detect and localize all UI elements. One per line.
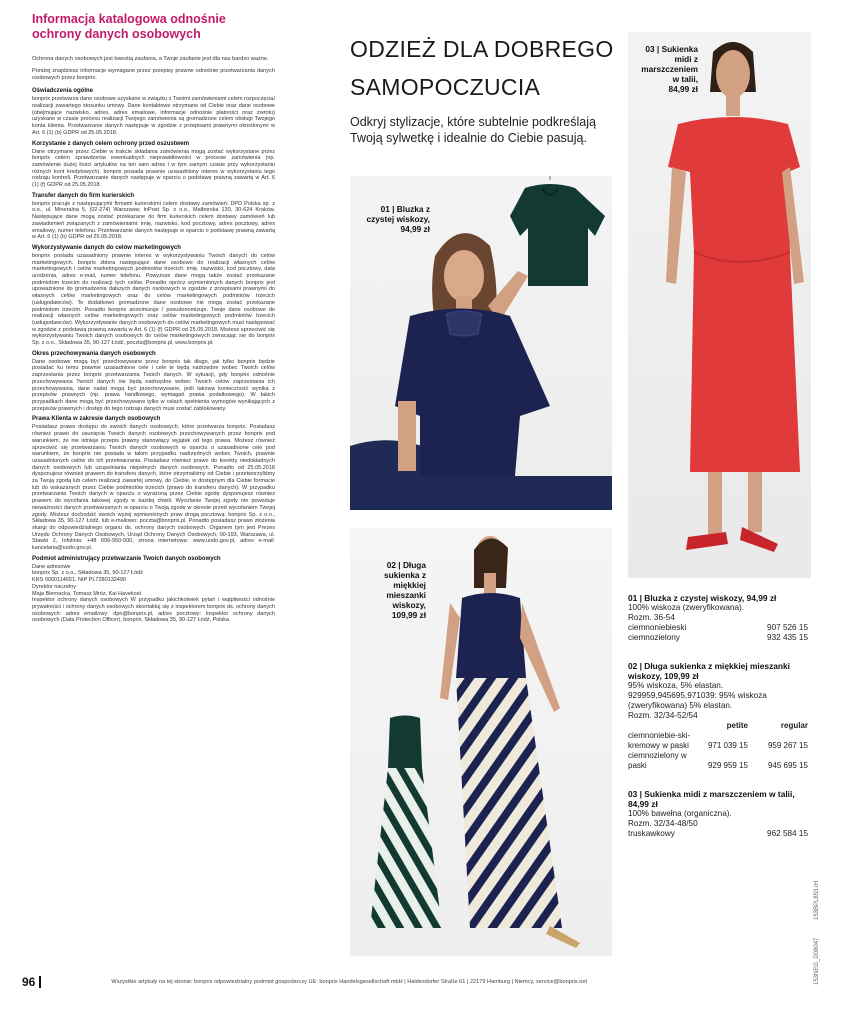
page-headline — [350, 30, 620, 146]
product-sizes: Rozm. 32/34-52/54 — [628, 711, 698, 720]
product-material-detail: 929959,945695,971039: 95% wiskoza (zweryfikowana) 5% elastan. — [628, 691, 767, 710]
section-body: Dane otrzymane przez Ciebie w trakcie składania zamówienia mogą zostać wykorzystane przez bonprix celem sprawdzenia ewentualnych nieprawidłowości w procesie zamówienia (np. zamówienie dużej ilości artykułów na ten sam adres i w tym samym czasie przy wykorzystaniu różnych kont kredytowych). bonprix posiada prawnie uzasadniony interes w wykorzystaniu tego rodzaju kontroli. Przetwarzanie danych następuje w oparciu o podstawę prawną zawartą w Art. 6 (1) (f) GDPR od 25.05.2018. — [32, 148, 275, 189]
variant-code: 932 435 15 — [767, 633, 808, 642]
section-body: Dane osobowe mogą być przechowywane przez bonprix tak długo, jak tylko bonprix będzie posiadać ku temu prawnie uzasadnione cele i cele te będą nadrzędne wobec Twoich celów zaprzestania przez bonprix przetwarzania Twoich danych. W sytuacji, gdy bonprix odnośnie przechowywania Twoich danych nie będą nadrzędne wobec Twoich celów zaprzestania ich przechowywania, dane nadal mogą być przechowywane, jeśli takowa konieczność wynika z przepisów prawnych (np. prawa handlowego, wymagań prawa podatkowego). W takich przypadkach dane mogą być przechowywane tylko w celach spełnienia wymogów wynikających z przepisów prawnych i dostęp do tego rodzaju danych musi zostać zablokowany. — [32, 358, 275, 412]
product-material: 95% wiskoza, 5% elastan. — [628, 681, 724, 690]
variant-row — [628, 633, 808, 643]
callout-number: 01 | — [380, 204, 395, 214]
product-blouse — [628, 593, 808, 643]
variant-color: ciemnoniebieski — [628, 623, 687, 632]
column-petite: petite — [726, 721, 748, 730]
callout-number: 02 | — [386, 560, 401, 570]
footer-note: Wszystkie artykuły na tej stronie: bonprix odpowiedzialny podmiot gospodarczy UE: bonprix Handelsgesellschaft mbH | Haldesdorfer Straße 61 | 22179 Hamburg | Niemcy, service@bonprix.net — [111, 979, 588, 985]
variant-code-petite: 971 039 15 — [707, 741, 748, 750]
product-material: 100% wiskoza (zweryfikowana). — [628, 603, 745, 612]
photo-long-dress-model — [350, 528, 612, 956]
callout-name: Bluzka z czystej wiskozy, — [366, 204, 430, 224]
side-print-code-2: 153NEG_D08047 — [814, 937, 820, 985]
product-long-dress — [628, 661, 808, 771]
variant-color: ciemnozielony w paski — [628, 751, 687, 770]
page-number: 96 — [22, 975, 36, 989]
variant-row — [628, 829, 808, 839]
section-body: bonprix pracuje z następującymi firmami kurierskimi celem dostawy zamówień: DPD Polska sp. z o.o., ul. Mineralna 5, (02-274) Warszawa; InPost Sp. z o.o., Malborska 130, 30-624 Kraków. Następujące dane mogą zostać przekazane do firm kurierskich celem dostawy zamówień lub zawiadomień związanych z zamówieniami: imię, nazwisko, kod pocztowy, adres pocztowy, adres emailowy, numer telefonu. Przetwarzanie danych następuje w oparciu o podstawę prawną zawartą w Art. 6 (1) (b) GDPR od 25.05.2018. — [32, 200, 275, 241]
product-heading: 03 | Sukienka midi z marszczeniem w talii, 84,99 zł — [628, 789, 795, 809]
callout-blouse — [358, 204, 430, 234]
privacy-section-general — [32, 87, 275, 136]
privacy-info-column — [32, 12, 275, 627]
callout-long-dress — [354, 560, 426, 620]
section-heading: Podmiot administrujący przetwarzanie Twoich danych osobowych — [32, 555, 221, 562]
variant-color: ciemnozielony — [628, 633, 680, 642]
callout-price: 84,99 zł — [668, 84, 698, 94]
section-body: bonprix przetwarza dane osobowe uzyskane w związku z Twoimi zamówieniami celem rozpoczęcia/ realizacji zawartego stosunku umowy. Dane kontaktowe otrzymane od Ciebie oraz dane osobowe (obejmujące nazwisko, adres, adres emailowe, informacje odnośnie płatności oraz zwrotu) uzyskane w czasie procesu realizacji Twojego zamówienia są gromadzone celem obsługi Twojego konta klienta. Przetwarzanie danych następuje w zgodzie z przepisami prawnymi określonymi w Art. 6 (1) (b) GDPR od 25.05.2018. — [32, 96, 275, 136]
variant-code: 962 584 15 — [767, 829, 808, 838]
section-heading: Okres przechowywania danych osobowych — [32, 350, 156, 357]
section-body: Dane adresowe bonprix Sp. z o.o., Składowa 35, 90-127 Łódź KRS 0000114651, NIP PL7280132490 Dyrektor naczelny Maja Biernacka, Tomasz Mróz, Kai Havekost Inspektor ochrony danych osobowych W przypadku jakichkolwiek pytań i wątpliwości odnośnie prywatności i ochrony danych osobowych skontaktuj się z inspektorem bonprix ds. ochrony danych osobowych: adres emailowy: dpo@bonprix.pl, adres pocztowy: Inspektor ochrony danych osobowych (Data Protection Officer), bonprix, Składowa 35, 90-127 Łódź, Polska. — [32, 563, 275, 624]
model-midi-dress-illustration — [628, 32, 811, 578]
section-heading: Oświadczenia ogólne — [32, 88, 94, 95]
variant-row — [628, 623, 808, 633]
section-heading: Wykorzystywanie danych do celów marketingowych — [32, 244, 181, 251]
section-body: Posiadasz prawo dostępu do swoich danych osobowych, które przetwarza bonprix. Posiadasz również prawo do usunięcia Twoich danych osobowych przechowywanych przez bonprix pod warunkiem, że nie istnieje przepis prawny stanowiący wyjątek od tego prawa. Możesz również sprzeciwić się przetwarzaniu Twoich danych osobowych w oparciu o uzasadnione cele pod warunkiem, że bonprix nie posiada w takim przypadku nadrzędnych wobec Twoich, prawnie uzasadnionych celów do ich przetwarzania. Posiadasz również prawo do korekty niedokładnych danych osobowych lub uzupełniania niepełnych danych osobowych. Ponadto od 25.05.2018 dysponujesz również prawem do transferu danych, które otrzymaliśmy od Ciebie i przetworzyliśmy za Twoją zgodą lub celem realizacji zawartej umowy, do Ciebie, w dostępnym dla Ciebie formacie lub do wskazanych przez Ciebie podmiotów trzecich (prawo do transferu danych). W przypadku przetwarzania Twoich danych w oparciu o wyrażoną przez Ciebie zgodę dysponujesz również prawem do wycofania takowej zgody w każdej chwili. Wycofanie Twojej zgody nie powoduje nieważności danych przetwarzanych w oparciu o Twoją zgodę w okresie przed wycofaniem Twojej zgody. Możesz dochodzić swoich wyżej wymienionych praw drogą pocztową: bonprix Sp. z o.o., Składowa 35, 90-127 Łódź, lub e-mailowo: poczta@bonprix.pl. Ponadto posiadasz prawo złożenia skargi do odpowiedzialnego organu ds. ochrony danych osobowych. Organem tym jest Prezes Urzędu Ochrony Danych Osobowych, Urząd Ochrony Danych Osobowych, 00-193, Warszawa, ul. Stawki 2, Infolinia: +48 606-950-000, strona internetowa: www.uodo.gov.pl, adres e-mail: kancelaria@uodo.gov.pl. — [32, 424, 275, 552]
privacy-section-retention — [32, 350, 275, 413]
product-list — [628, 593, 808, 851]
privacy-section-rights — [32, 415, 275, 551]
variant-code: 907 526 15 — [767, 623, 808, 632]
product-material: 100% bawełna (organiczna). — [628, 809, 732, 818]
variant-table-corner — [628, 721, 698, 731]
variant-color: ciemnoniebie-ski-kremowy w paski — [628, 731, 691, 750]
privacy-section-fraud — [32, 140, 275, 189]
callout-price: 94,99 zł — [400, 224, 430, 234]
product-sizes: Rozm. 32/34-48/50 — [628, 819, 698, 828]
callout-name: Sukienka midi z marszczeniem w talii, — [641, 44, 698, 84]
callout-name: Długa sukienka z miękkiej mieszanki wiskozy, — [384, 560, 426, 610]
privacy-info-title: Informacja katalogowa odnośnie ochrony danych osobowych — [32, 12, 226, 41]
privacy-section-marketing — [32, 244, 275, 347]
page-number-divider — [39, 976, 41, 988]
column-regular: regular — [780, 721, 808, 730]
headline-subtitle: Odkryj stylizacje, które subtelnie podkreślają Twoją sylwetkę i idealnie do Ciebie pasują. — [350, 115, 596, 145]
headline-title-line1: ODZIEŻ DLA DOBREGO — [350, 36, 614, 62]
product-sizes: Rozm. 36-54 — [628, 613, 675, 622]
privacy-section-couriers — [32, 192, 275, 241]
callout-price: 109,99 zł — [391, 610, 426, 620]
photo-blouse-model — [350, 176, 612, 510]
section-heading: Korzystanie z danych celem ochrony przed oszustwem — [32, 140, 190, 147]
privacy-intro-1: Ochrona danych osobowych jest kwestią zaufania, a Twoje zaufanie jest dla nas bardzo ważne. — [32, 56, 269, 62]
side-print-code: 153BPL853.IH — [814, 880, 820, 920]
page-footer — [22, 975, 822, 989]
photo-midi-dress-model — [628, 32, 811, 578]
privacy-section-controller — [32, 555, 275, 624]
product-midi-dress — [628, 789, 808, 839]
section-heading: Prawa Klienta w zakresie danych osobowych — [32, 416, 161, 423]
variant-color: truskawkowy — [628, 829, 675, 838]
product-heading: 02 | Długa sukienka z miękkiej mieszanki wiskozy, 109,99 zł — [628, 661, 791, 681]
variant-code-regular: 959 267 15 — [767, 741, 808, 750]
section-body: bonprix posiada uzasadniony prawnie interes w wykorzystywaniu Twoich danych do celów marketingowych. bonprix zbiera następujące dane osobowe do realizacji własnych celów marketingowych i celów marketingowych podmiotów trzecich: imię, nazwisko, kod pocztowy, data urodzenia, adres e-mail, numer telefonu. Powyższe dane mogą także zostać przekazane podmiotom trzecim do realizacji tych celów. Ponadto oprócz wymienionych danych bonprix jest upoważnione do gromadzenia dalszych danych osobowych w zgodzie z przepisami prawnymi do własnych celów marketingowych oraz do celów marketingowych podmiotów trzecich (usługodawców). Te dodatkowo gromadzone dane osobowe nie mogą zostać przekazane podmiotom trzecim. Ponadto bonprix anonimizuje / pseudonomizuje. Twoje dane osobowe do realizacji własnych celów marketingowych oraz celów marketingowych podmiotów trzecich (usługodawców). Wykorzystywanie danych osobowych do celów marketingowych musi następować w zgodzie z podstawą prawną zawartą w Art. 6 (1) (f) GDPR od 25.05.2018. Możesz sprzeciwić się wykorzystywaniu Twoich danych osobowych do celów marketingowych zwracając się do bonprix Sp. z o.o., Składowa 35, 90-127 Łódź, poczta@bonprix.pl, www.bonprix.pl. — [32, 252, 275, 347]
section-heading: Transfer danych do firm kurierskich — [32, 192, 135, 199]
variant-table — [628, 721, 808, 771]
callout-number: 03 | — [645, 44, 660, 54]
privacy-intro-2: Poniżej znajdziesz informacje wymagane przez przepisy prawne odnośnie przetwarzania danych osobowych przez bonprix. — [32, 68, 275, 82]
callout-midi-dress — [636, 44, 698, 94]
product-heading: 01 | Bluzka z czystej wiskozy, 94,99 zł — [628, 593, 777, 603]
headline-title-line2: SAMOPOCZUCIA — [350, 74, 541, 100]
variant-code-regular: 945 695 15 — [767, 761, 808, 770]
variant-code-petite: 929 959 15 — [707, 761, 748, 770]
